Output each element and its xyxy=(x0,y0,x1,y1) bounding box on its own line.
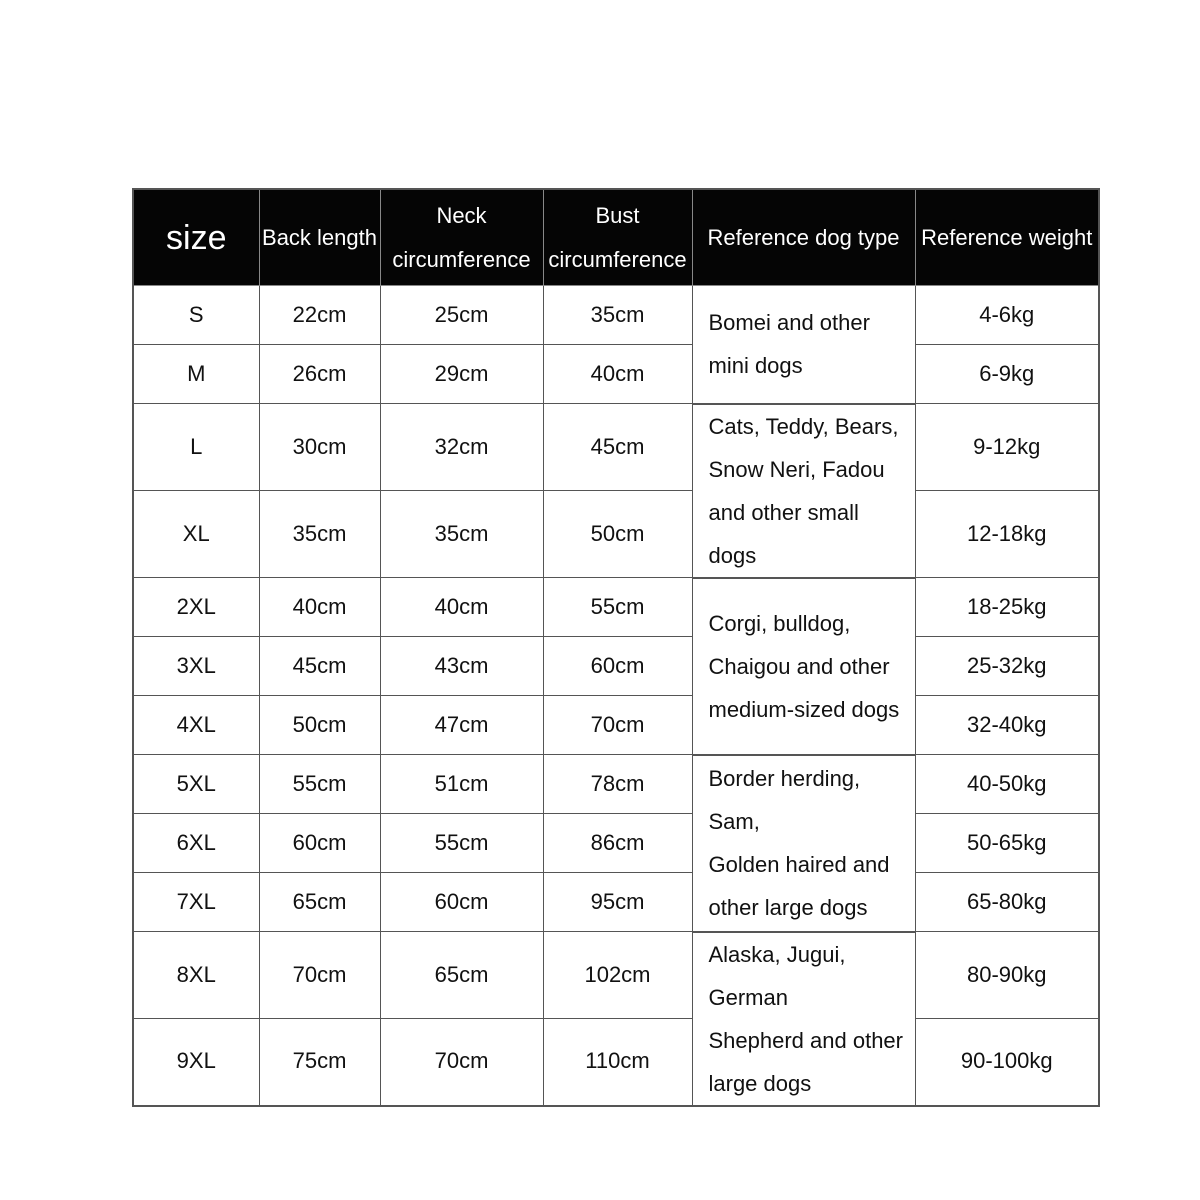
cell-size: L xyxy=(133,404,259,491)
cell-dog-type: Cats, Teddy, Bears, Snow Neri, Fadou and other small dogs xyxy=(692,404,915,578)
cell-bust: 50cm xyxy=(543,491,692,578)
cell-neck: 70cm xyxy=(380,1018,543,1105)
cell-size: 6XL xyxy=(133,814,259,873)
cell-neck: 25cm xyxy=(380,286,543,345)
cell-dog-type: Alaska, Jugui, German Shepherd and other large dogs xyxy=(692,932,915,1106)
cell-neck: 55cm xyxy=(380,814,543,873)
cell-neck: 29cm xyxy=(380,345,543,404)
cell-back-length: 50cm xyxy=(259,696,380,755)
cell-size: 7XL xyxy=(133,873,259,932)
header-bust-line1: Bust xyxy=(595,202,640,228)
cell-weight: 90-100kg xyxy=(915,1018,1099,1105)
cell-bust: 45cm xyxy=(543,404,692,491)
header-neck-line2: circumference xyxy=(392,246,531,272)
cell-back-length: 22cm xyxy=(259,286,380,345)
cell-size: 3XL xyxy=(133,637,259,696)
cell-bust: 102cm xyxy=(543,932,692,1019)
cell-back-length: 75cm xyxy=(259,1018,380,1105)
cell-back-length: 40cm xyxy=(259,578,380,637)
table-body xyxy=(133,286,1099,1106)
cell-back-length: 45cm xyxy=(259,637,380,696)
cell-bust: 55cm xyxy=(543,578,692,637)
cell-bust: 60cm xyxy=(543,637,692,696)
cell-dog-type: Border herding, Sam, Golden haired and other large dogs xyxy=(692,755,915,932)
cell-size: S xyxy=(133,286,259,345)
table-row xyxy=(133,755,1099,814)
cell-weight: 65-80kg xyxy=(915,873,1099,932)
cell-back-length: 35cm xyxy=(259,491,380,578)
cell-size: M xyxy=(133,345,259,404)
table-row xyxy=(133,1018,1099,1105)
cell-size: 9XL xyxy=(133,1018,259,1105)
cell-bust: 40cm xyxy=(543,345,692,404)
cell-back-length: 55cm xyxy=(259,755,380,814)
header-dog-type: Reference dog type xyxy=(692,189,915,286)
cell-neck: 32cm xyxy=(380,404,543,491)
table-row xyxy=(133,637,1099,696)
cell-back-length: 60cm xyxy=(259,814,380,873)
cell-dog-type: Bomei and other mini dogs xyxy=(692,286,915,404)
table-row xyxy=(133,873,1099,932)
cell-bust: 110cm xyxy=(543,1018,692,1105)
cell-neck: 60cm xyxy=(380,873,543,932)
header-bust-circumference xyxy=(543,189,692,286)
cell-bust: 70cm xyxy=(543,696,692,755)
cell-bust: 35cm xyxy=(543,286,692,345)
size-chart-table xyxy=(132,188,1100,1107)
header-back-length: Back length xyxy=(259,189,380,286)
cell-bust: 95cm xyxy=(543,873,692,932)
cell-neck: 40cm xyxy=(380,578,543,637)
table-row xyxy=(133,345,1099,404)
table-header xyxy=(133,189,1099,286)
cell-back-length: 26cm xyxy=(259,345,380,404)
cell-size: 2XL xyxy=(133,578,259,637)
cell-weight: 9-12kg xyxy=(915,404,1099,491)
table-row xyxy=(133,932,1099,1019)
cell-weight: 12-18kg xyxy=(915,491,1099,578)
header-bust-line2: circumference xyxy=(548,246,687,272)
cell-bust: 78cm xyxy=(543,755,692,814)
cell-weight: 80-90kg xyxy=(915,932,1099,1019)
cell-weight: 4-6kg xyxy=(915,286,1099,345)
cell-neck: 51cm xyxy=(380,755,543,814)
table-row xyxy=(133,404,1099,491)
header-row xyxy=(133,189,1099,286)
cell-dog-type: Corgi, bulldog, Chaigou and other medium-sized dogs xyxy=(692,578,915,755)
cell-weight: 6-9kg xyxy=(915,345,1099,404)
table-row xyxy=(133,286,1099,345)
table-row xyxy=(133,578,1099,637)
cell-neck: 35cm xyxy=(380,491,543,578)
cell-back-length: 70cm xyxy=(259,932,380,1019)
cell-neck: 65cm xyxy=(380,932,543,1019)
table-row xyxy=(133,491,1099,578)
cell-size: 5XL xyxy=(133,755,259,814)
cell-weight: 40-50kg xyxy=(915,755,1099,814)
header-size: size xyxy=(133,189,259,286)
header-neck-circumference xyxy=(380,189,543,286)
cell-neck: 47cm xyxy=(380,696,543,755)
cell-size: 8XL xyxy=(133,932,259,1019)
cell-back-length: 65cm xyxy=(259,873,380,932)
header-neck-line1: Neck xyxy=(436,202,487,228)
cell-size: XL xyxy=(133,491,259,578)
cell-weight: 25-32kg xyxy=(915,637,1099,696)
table-row xyxy=(133,814,1099,873)
cell-weight: 18-25kg xyxy=(915,578,1099,637)
cell-neck: 43cm xyxy=(380,637,543,696)
cell-weight: 32-40kg xyxy=(915,696,1099,755)
cell-weight: 50-65kg xyxy=(915,814,1099,873)
cell-size: 4XL xyxy=(133,696,259,755)
cell-back-length: 30cm xyxy=(259,404,380,491)
table-row xyxy=(133,696,1099,755)
header-weight: Reference weight xyxy=(915,189,1099,286)
cell-bust: 86cm xyxy=(543,814,692,873)
